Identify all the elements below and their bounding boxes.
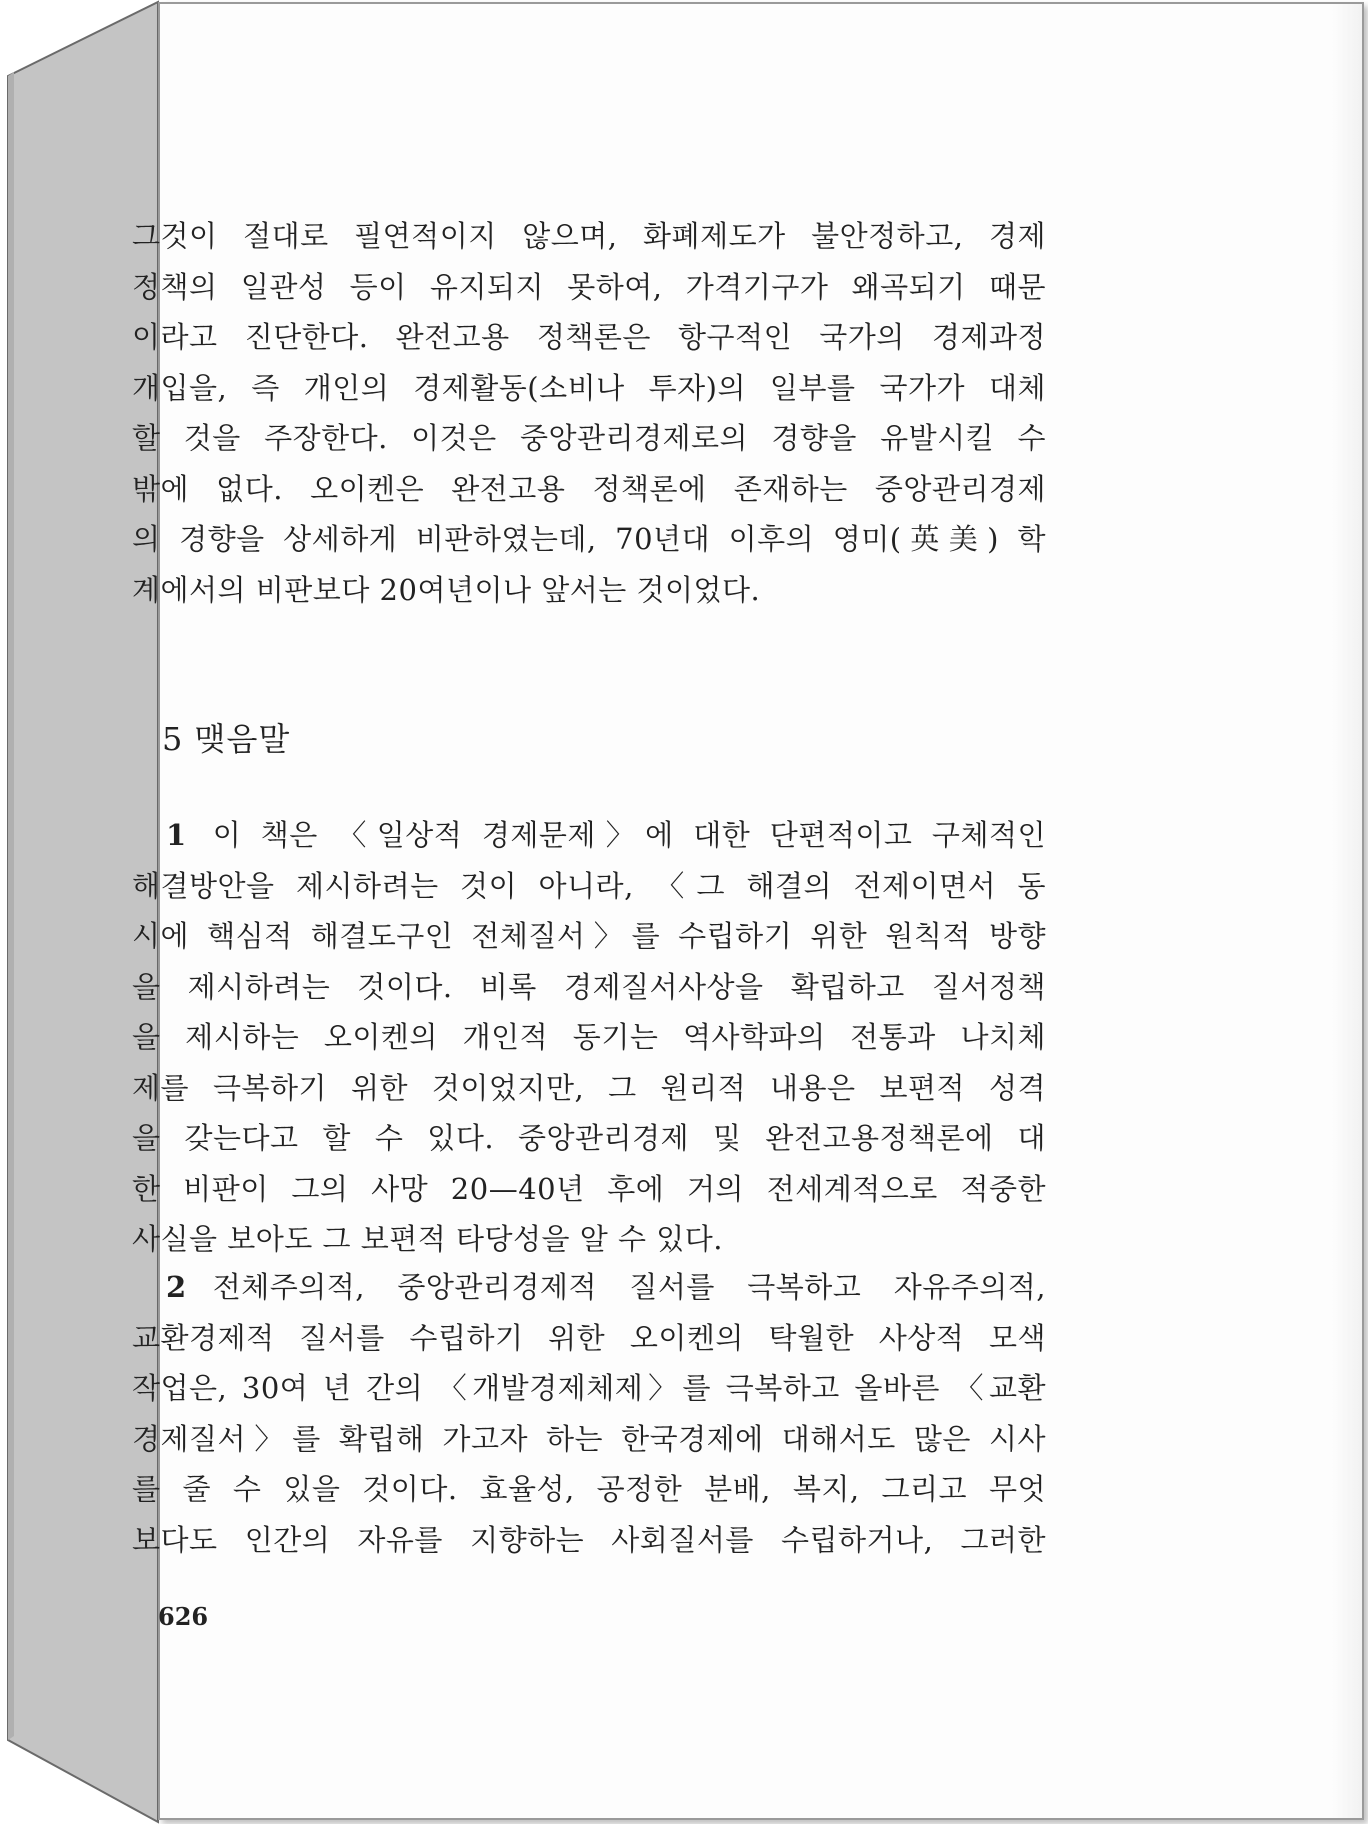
text-line-content: 전체주의적, 중앙관리경제적 질서를 극복하고 자유주의적, (212, 1270, 1046, 1304)
page-edge-shade (1332, 4, 1362, 1818)
section-heading: 5 맺음말 (162, 720, 291, 758)
text-line: 사실을 보아도 그 보편적 타당성을 알 수 있다. (132, 1222, 723, 1256)
text-line: 보다도 인간의 자유를 지향하는 사회질서를 수립하거나, 그러한 (132, 1522, 1046, 1557)
text-line: 을 갖는다고 할 수 있다. 중앙관리경제 및 완전고용정책론에 대 (132, 1121, 1046, 1155)
text-line: 경제질서〉를 확립해 가고자 하는 한국경제에 대해서도 많은 시사 (132, 1421, 1046, 1456)
paragraph-number: 2 (166, 1270, 187, 1304)
text-line: 을 제시하려는 것이다. 비록 경제질서사상을 확립하고 질서정책 (132, 969, 1046, 1004)
text-line: 개입을, 즉 개인의 경제활동(소비나 투자)의 일부를 국가가 대체 (132, 370, 1046, 405)
page-number: 626 (158, 1602, 209, 1631)
text-line: 그것이 절대로 필연적이지 않으며, 화폐제도가 불안정하고, 경제 (132, 219, 1046, 253)
text-line: 밖에 없다. 오이켄은 완전고용 정책론에 존재하는 중앙관리경제 (132, 471, 1046, 506)
text-line-first (132, 1262, 1046, 1313)
text-line: 정책의 일관성 등이 유지되지 못하여, 가격기구가 왜곡되기 때문 (132, 269, 1046, 304)
text-line: 교환경제적 질서를 수립하기 위한 오이켄의 탁월한 사상적 모색 (132, 1320, 1046, 1355)
text-line: 한 비판이 그의 사망 20—40년 후에 거의 전세계적으로 적중한 (132, 1171, 1046, 1206)
text-line: 해결방안을 제시하려는 것이 아니라, 〈그 해결의 전제이면서 동 (132, 868, 1046, 903)
text-line: 이라고 진단한다. 완전고용 정책론은 항구적인 국가의 경제과정 (132, 320, 1046, 354)
text-line: 시에 핵심적 해결도구인 전체질서〉를 수립하기 위한 원칙적 방향 (132, 919, 1046, 953)
paragraph-continued (132, 211, 1046, 615)
text-line: 제를 극복하기 위한 것이었지만, 그 원리적 내용은 보편적 성격 (132, 1070, 1046, 1105)
paragraph-number: 1 (166, 818, 187, 852)
text-line: 를 줄 수 있을 것이다. 효율성, 공정한 분배, 복지, 그리고 무엇 (132, 1472, 1046, 1506)
text-line: 의 경향을 상세하게 비판하였는데, 70년대 이후의 영미(英美) 학 (132, 522, 1046, 556)
paragraph-1 (132, 810, 1046, 1265)
text-line: 을 제시하는 오이켄의 개인적 동기는 역사학파의 전통과 나치체 (132, 1020, 1046, 1054)
text-line-content: 이 책은 〈일상적 경제문제〉에 대한 단편적이고 구체적인 (212, 818, 1046, 852)
text-line: 할 것을 주장한다. 이것은 중앙관리경제로의 경향을 유발시킬 수 (132, 421, 1046, 455)
text-line: 계에서의 비판보다 20여년이나 앞서는 것이었다. (132, 572, 761, 607)
text-line: 작업은, 30여 년 간의 〈개발경제체제〉를 극복하고 올바른 〈교환 (132, 1371, 1046, 1405)
paragraph-2 (132, 1262, 1046, 1565)
text-line-first (132, 810, 1046, 861)
